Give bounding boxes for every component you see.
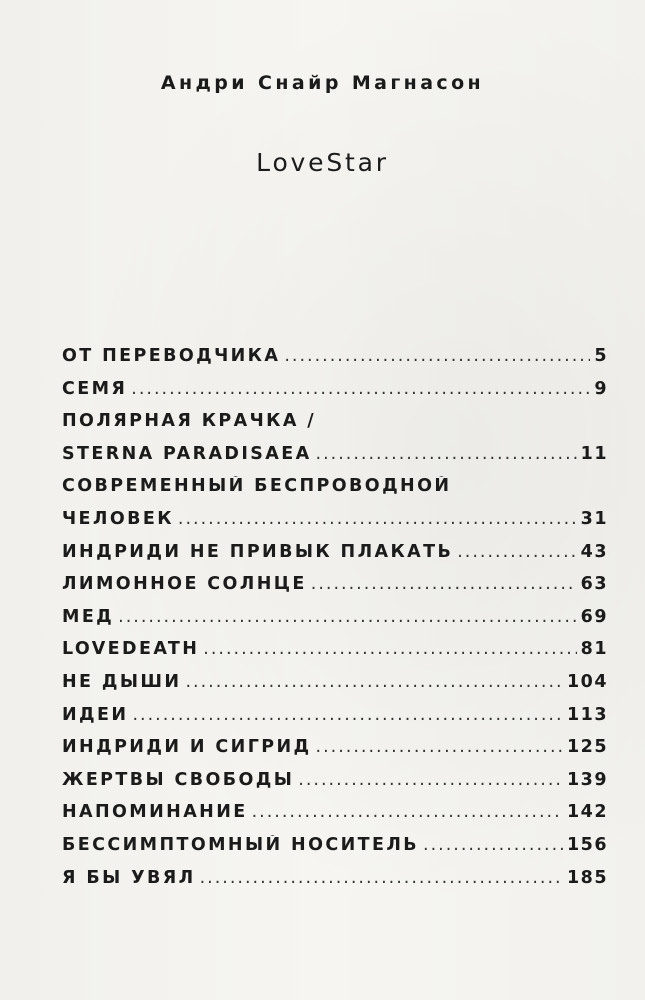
toc-leader-dots <box>252 802 563 822</box>
toc-entry-page: 142 <box>566 802 608 823</box>
toc-entry-title: ИНДРИДИ НЕ ПРИВЫК ПЛАКАТЬ <box>62 541 454 562</box>
toc-entry <box>62 835 608 868</box>
book-title: LoveStar <box>256 148 389 177</box>
toc-entry <box>62 476 608 509</box>
toc-entry-title: ИДЕИ <box>62 704 129 725</box>
toc-leader-dots <box>131 379 590 399</box>
toc-entry-page: 5 <box>594 346 608 366</box>
toc-leader-dots <box>185 672 562 692</box>
toc-entry-title: ПОЛЯРНАЯ КРАЧКА / <box>62 411 317 432</box>
toc-leader-dots <box>200 868 563 888</box>
toc-entry-title: НЕ ДЫШИ <box>62 671 182 692</box>
toc-leader-dots <box>118 607 576 627</box>
toc-entry <box>62 737 608 770</box>
toc-entry <box>62 379 608 412</box>
toc-entry-title: LOVEDEATH <box>62 639 200 660</box>
toc-entry-page: 9 <box>594 378 608 399</box>
toc-entry-title: НАПОМИНАНИЕ <box>62 802 248 823</box>
toc-entry <box>62 444 608 477</box>
toc-entry-page: 11 <box>580 443 608 464</box>
toc-entry <box>62 802 608 835</box>
table-of-contents <box>62 346 608 900</box>
author-name: Андри Снайр Магнасон <box>160 72 485 94</box>
toc-entry <box>62 607 608 640</box>
toc-entry-page: 113 <box>566 704 608 725</box>
toc-leader-dots <box>203 639 576 659</box>
toc-entry-page: 81 <box>580 639 608 660</box>
toc-entry-page: 139 <box>566 769 608 790</box>
toc-entry-title: МЕД <box>62 606 115 627</box>
toc-entry-title: СЕМЯ <box>62 378 128 399</box>
toc-entry-page: 63 <box>580 574 608 595</box>
toc-entry-title: ЛИМОННОЕ СОЛНЦЕ <box>62 574 307 595</box>
toc-entry-page: 43 <box>580 541 608 562</box>
toc-leader-dots <box>284 346 590 366</box>
toc-entry-page: 125 <box>566 737 608 758</box>
toc-entry <box>62 411 608 444</box>
toc-leader-dots <box>423 835 563 855</box>
toc-leader-dots <box>311 574 577 594</box>
toc-entry-title: ОТ ПЕРЕВОДЧИКА <box>62 346 281 366</box>
toc-entry-title: Я БЫ УВЯЛ <box>62 867 196 888</box>
toc-leader-dots <box>132 705 563 725</box>
toc-entry <box>62 639 608 672</box>
toc-entry-title: ЧЕЛОВЕК <box>62 508 174 529</box>
toc-entry <box>62 705 608 738</box>
toc-entry-page: 104 <box>566 671 608 692</box>
toc-entry-title: ИНДРИДИ И СИГРИД <box>62 737 312 758</box>
toc-entry-page: 69 <box>580 606 608 627</box>
toc-entry <box>62 574 608 607</box>
toc-entry <box>62 868 608 901</box>
toc-entry <box>62 672 608 705</box>
toc-leader-dots <box>178 509 577 529</box>
toc-entry-page: 156 <box>566 834 608 855</box>
toc-entry-page: 185 <box>566 867 608 888</box>
toc-leader-dots <box>298 770 563 790</box>
toc-entry <box>62 770 608 803</box>
toc-entry-page: 31 <box>580 508 608 529</box>
toc-entry-title: ЖЕРТВЫ СВОБОДЫ <box>62 769 295 790</box>
toc-entry <box>62 542 608 575</box>
toc-entry <box>62 346 608 379</box>
toc-entry-title: БЕССИМПТОМНЫЙ НОСИТЕЛЬ <box>62 834 420 855</box>
toc-entry-title: СОВРЕМЕННЫЙ БЕСПРОВОДНОЙ <box>62 476 452 497</box>
toc-leader-dots <box>457 542 576 562</box>
toc-leader-dots <box>316 737 563 757</box>
toc-entry <box>62 509 608 542</box>
toc-leader-dots <box>316 444 577 464</box>
toc-entry-title: STERNA PARADISAEA <box>62 443 312 464</box>
